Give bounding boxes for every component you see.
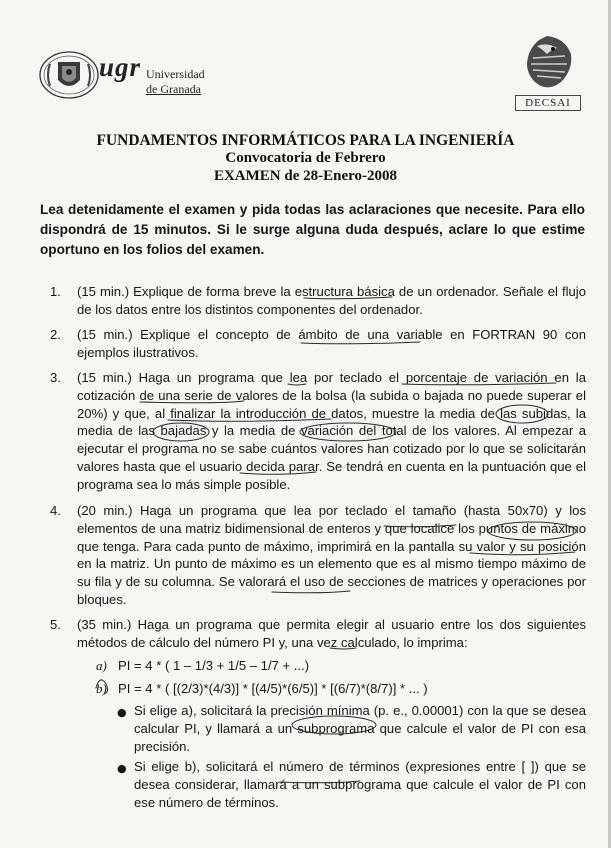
department-eagle-icon <box>517 32 577 92</box>
department-name: DECSAI <box>515 95 581 111</box>
exam-instructions: Lea detenidamente el examen y pida todas las aclaraciones que necesite. Para ello dispondrá de 15 minutos. Si le surge alguna duda después, aclare lo que estime oportuno en los folios del examen. <box>40 202 585 257</box>
question-1-number: 1. <box>50 284 61 299</box>
university-name-line2: de Granada <box>146 82 201 96</box>
university-name-line1: Universidad <box>146 67 205 81</box>
course-title: FUNDAMENTOS INFORMÁTICOS PARA LA INGENIERÍA <box>96 132 515 149</box>
bullet-dot-icon: ● <box>117 762 127 775</box>
exam-session: Convocatoria de Febrero <box>225 150 386 166</box>
university-short-name: ugr <box>99 52 142 82</box>
formula-a: PI = 4 * ( 1 – 1/3 + 1/5 – 1/7 + ...) <box>118 658 310 673</box>
bullet-dot-icon: ● <box>117 706 127 719</box>
bullet-b-text: Si elige b), solicitará el número de términos (expresiones entre [ ]) que se desea considerar, llamará a un subprograma que calcule el valor de PI con ese número de términos. <box>134 759 586 810</box>
question-2-number: 2. <box>50 327 61 342</box>
formula-b: PI = 4 * ( [(2/3)*(4/3)] * [(4/5)*(6/5)] * [(6/7)*(8/7)] * ... ) <box>118 681 428 696</box>
question-1-text: (15 min.) Explique de forma breve la estructura básica de un ordenador. Señale el flujo de los datos entre los distintos componentes del ordenador. <box>77 284 586 317</box>
question-5-text: (35 min.) Haga un programa que permita elegir al usuario entre los dos siguientes métodos de cálculo del número PI y, una vez calculado, lo imprima: <box>77 617 586 650</box>
formula-a-label: a) <box>96 658 107 673</box>
university-name <box>146 67 205 97</box>
question-3-number: 3. <box>50 370 61 385</box>
exam-date: EXAMEN de 28-Enero-2008 <box>213 168 398 184</box>
formula-b-label: b) <box>96 681 107 696</box>
question-4-number: 4. <box>50 503 61 518</box>
question-3-text: (15 min.) Haga un programa que lea por teclado el porcentaje de variación en la cotización de una serie de valores de la bolsa (la subida o bajada no puede superar el 20%) y que, al finalizar la introducción de datos, muestre la media de las subidas, la media de las bajadas y la media de variación del total de los valores. Al empezar a ejecutar el programa no se sabe cuántos valores han cotizado por lo que se solicitarán valores hasta que el usuario decida parar. Se tendrá en cuenta en la puntuación que el programa sea lo más simple posible. <box>77 370 586 492</box>
question-4-text: (20 min.) Haga un programa que lea por teclado el tamaño (hasta 50x70) y los elementos de una matriz bidimensional de enteros y que localice los puntos de máximo que tenga. Para cada punto de máximo, imprimirá en la pantalla su valor y su posición en la matriz. Un punto de máximo es un elemento que es al mismo tiempo máximo de su fila y de su columna. Se valorará el uso de secciones de matrices y operaciones por bloques. <box>77 503 586 607</box>
bullet-a-text: Si elige a), solicitará la precisión mínima (p. e., 0.00001) con la que se desea calcular PI, y llamará a un subprograma que calcule el valor de PI con esa precisión. <box>134 703 586 754</box>
question-2-text: (15 min.) Explique el concepto de ámbito de una variable en FORTRAN 90 con ejemplos ilustrativos. <box>77 327 586 360</box>
question-5-number: 5. <box>50 617 61 632</box>
